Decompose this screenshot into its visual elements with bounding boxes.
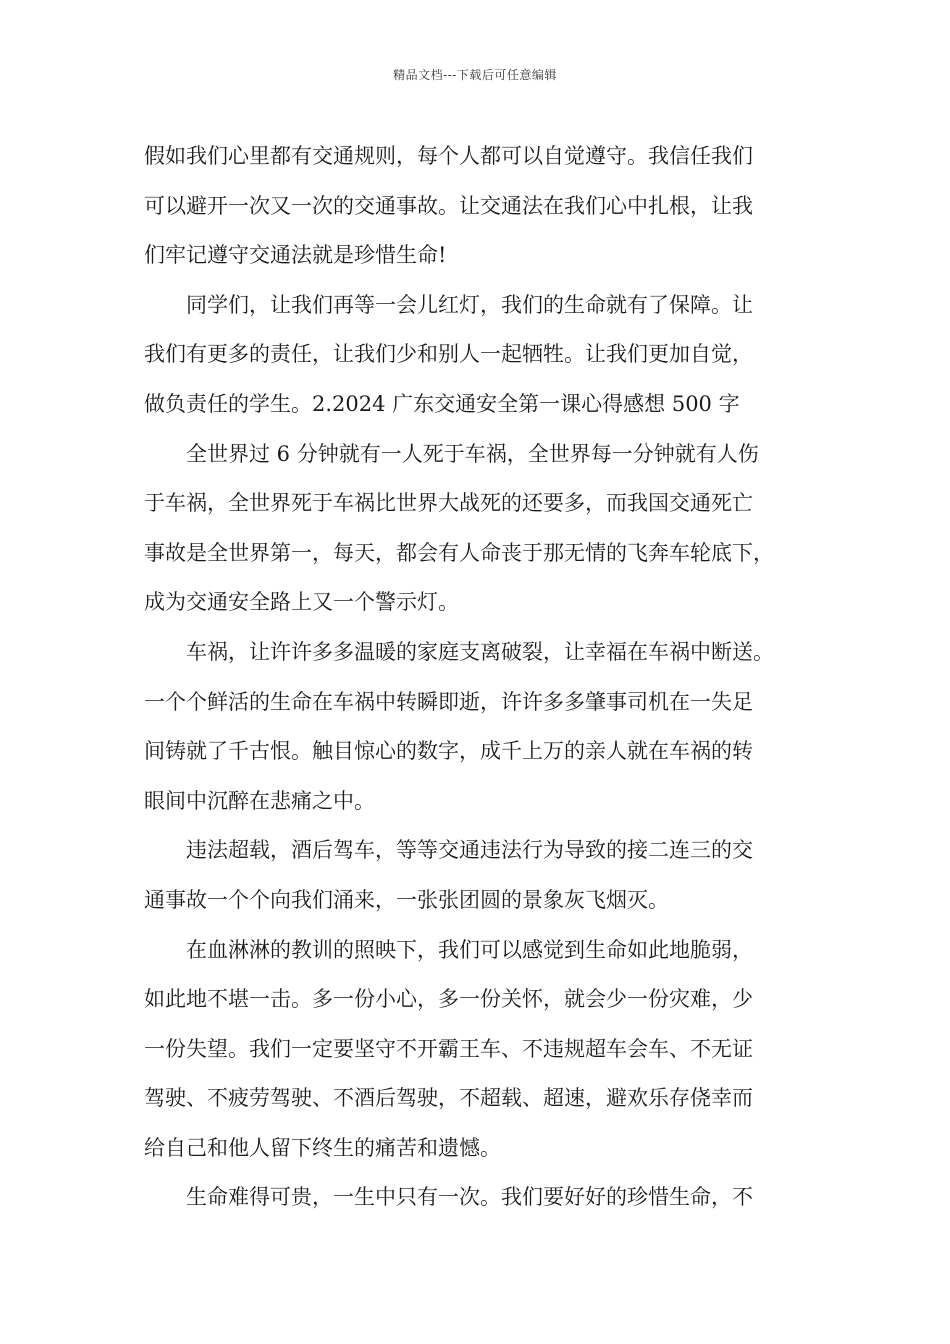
paragraph-7: 生命难得可贵，一生中只有一次。我们要好好的珍惜生命，不 [144, 1185, 753, 1210]
document-body [144, 132, 808, 1223]
page-header: 精品文档---下载后可任意编辑 [393, 68, 557, 82]
paragraph-3: 全世界过 6 分钟就有一人死于车祸，全世界每一分钟就有人伤 于车祸，全世界死于车祸比世界大战死的还要多，而我国交通死亡 事故是全世界第一，每天，都会有人命丧于那无情的飞奔车轮底下， 成为交通安全路上又一个警示灯。 [144, 441, 774, 615]
paragraph-2: 同学们，让我们再等一会儿红灯，我们的生命就有了保障。让 我们有更多的责任，让我们少和别人一起牺牲。让我们更加自觉， 做负责任的学生。2.2024 广东交通安全第一课心得感想 500 字 [144, 292, 753, 416]
paragraph-6: 在血淋淋的教训的照映下，我们可以感觉到生命如此地脆弱， 如此地不堪一击。多一份小心，多一份关怀，就会少一份灾难，少 一份失望。我们一定要坚守不开霸王车、不违规超车会车、不无证 驾驶、不疲劳驾驶、不酒后驾驶，不超载、超速，避欢乐存侥幸而 给自己和他人留下终生的痛苦和遗憾。 [144, 937, 753, 1160]
paragraph-1: 假如我们心里都有交通规则，每个人都可以自觉遵守。我信任我们 可以避开一次又一次的交通事故。让交通法在我们心中扎根，让我 们牢记遵守交通法就是珍惜生命! [144, 144, 753, 268]
paragraph-4: 车祸，让许许多多温暖的家庭支离破裂，让幸福在车祸中断送。 一个个鲜活的生命在车祸中转瞬即逝，许许多多肇事司机在一失足 间铸就了千古恨。触目惊心的数字，成千上万的亲人就在车祸的转 眼间中沉醉在悲痛之中。 [144, 639, 774, 813]
paragraph-5: 违法超载，酒后驾车，等等交通违法行为导致的接二连三的交 通事故一个个向我们涌来，一张张团圆的景象灰飞烟灭。 [144, 838, 753, 912]
